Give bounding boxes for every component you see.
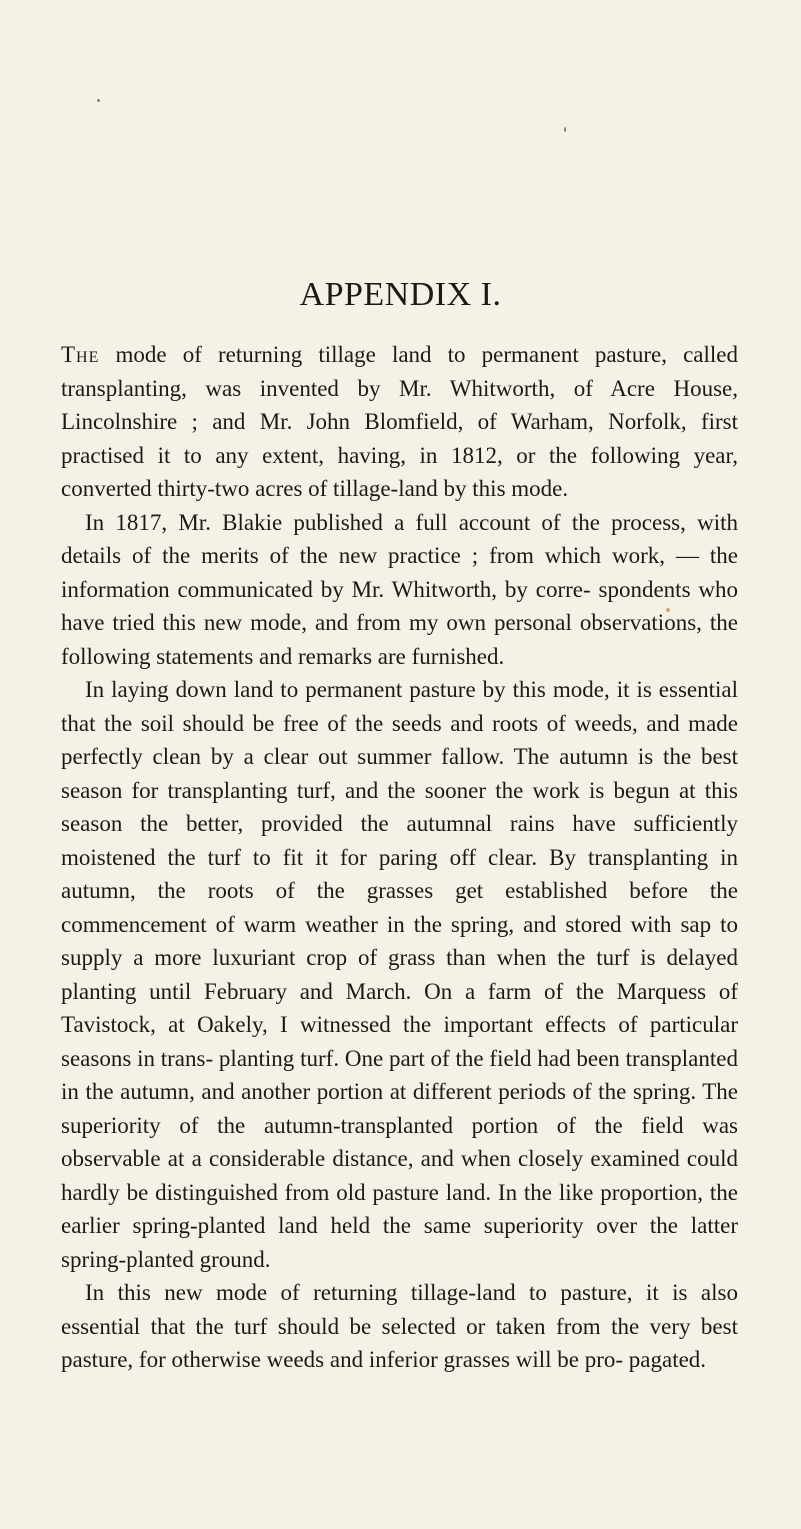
appendix-heading: APPENDIX I.	[299, 276, 502, 313]
ink-speck	[97, 99, 100, 102]
paragraph-lead-word: The	[61, 342, 100, 367]
paragraph-4: In this new mode of returning tillage-land to pasture, it is also essential that the turf should be selected or taken from the very best pasture, for otherwise weeds and inferior grasses will be pro- pagated.	[61, 1280, 738, 1372]
paragraph-text: mode of returning tillage land to permanent pasture, called transplanting, was invented by Mr. Whitworth, of Acre House, Lincolnshire ; and Mr. John Blomfield, of Warham, Norfolk, first practised it to any extent, having, in 1812, or the following year, converted thirty-two acres of tillage-land by this mode.	[61, 342, 738, 501]
appendix-body	[61, 338, 738, 1377]
paragraph-2: In 1817, Mr. Blakie published a full account of the process, with details of the merits of the new practice ; from which work, — the information communicated by Mr. Whitworth, by corre- spondents who have tried this new mode, and from my own personal observations, the following statements and remarks are furnished.	[61, 509, 738, 669]
paragraph-3: In laying down land to permanent pasture by this mode, it is essential that the soil should be free of the seeds and roots of weeds, and made perfectly clean by a clear out summer fallow. The autumn is the best season for transplanting turf, and the sooner the work is begun at this season the better, provided the autumnal rains have sufficiently moistened the turf to fit it for paring off clear. By transplanting in autumn, the roots of the grasses get established before the commencement of warm weather in the spring, and stored with sap to supply a more luxuriant crop of grass than when the turf is delayed planting until February and March. On a farm of the Marquess of Tavistock, at Oakely, I witnessed the important effects of particular seasons in trans- planting turf. One part of the field had been transplanted in the autumn, and another portion at different periods of the spring. The superiority of the autumn-transplanted portion of the field was observable at a considerable distance, and when closely examined could hardly be distinguished from old pasture land. In the like proportion, the earlier spring-planted land held the same superiority over the latter spring-planted ground.	[61, 677, 738, 1272]
paragraph-1	[61, 338, 738, 506]
ink-speck	[564, 127, 566, 132]
